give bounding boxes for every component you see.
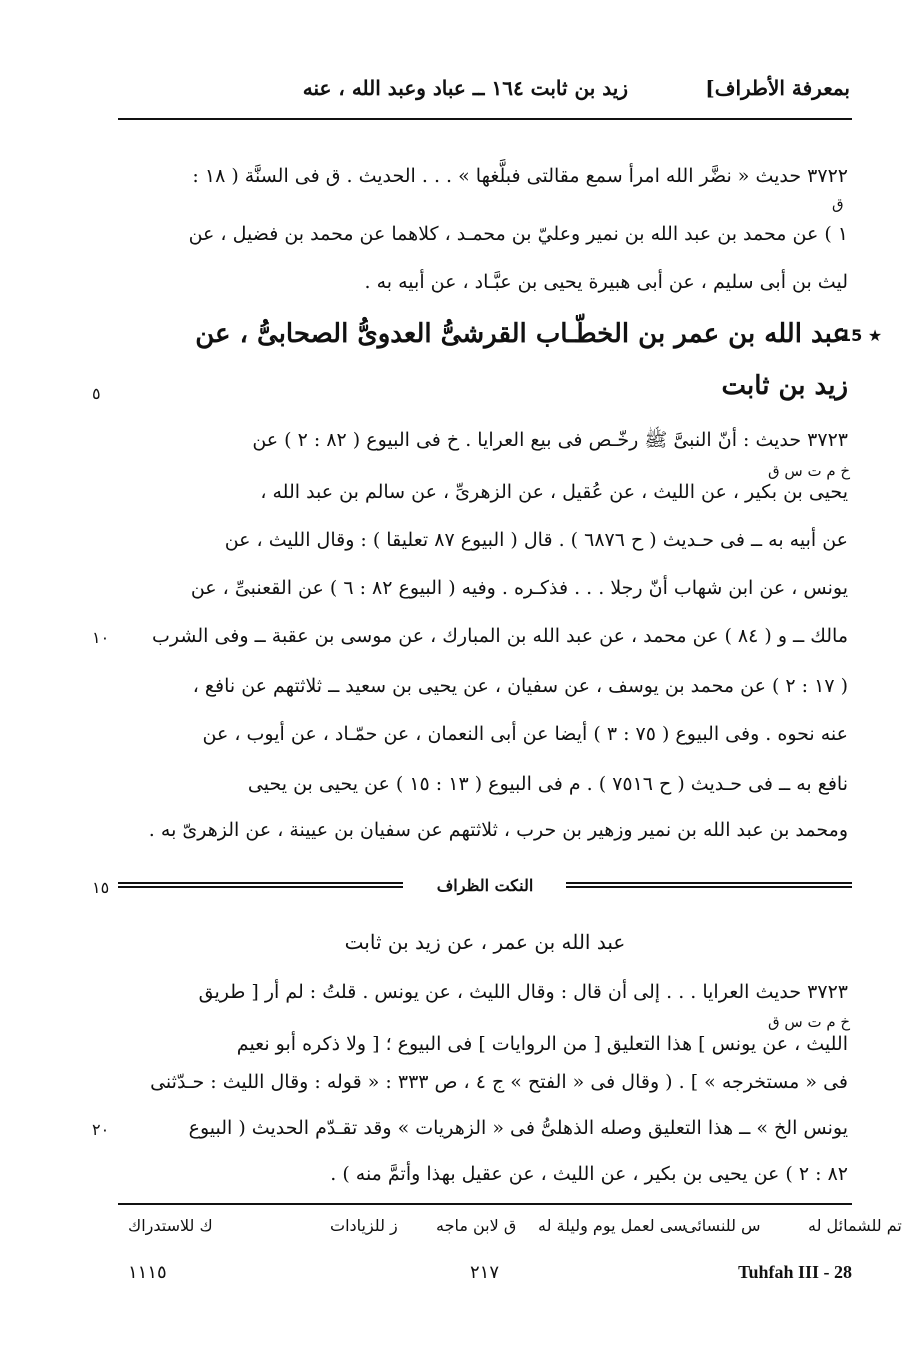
line-number: ٥: [92, 384, 101, 403]
key-entry: ق لابن ماجه: [436, 1216, 517, 1235]
text-line: نافع به ــ فى حـديث ( ح ٧٥١٦ ) . م فى البيوع ( ١٣ : ١٥ ) عن يحيى بن يحيى: [247, 773, 848, 795]
text-line: فى « مستخرجه » ] . ( وقال فى « الفتح » ج ٤ ، ص ٣٣٣ : « قوله : وقال الليث : حـدّثنى: [150, 1071, 848, 1093]
key-entry: س للنسائى: [684, 1216, 761, 1235]
margin-siglum: خ م ت س ق: [768, 462, 851, 480]
text-line: ومحمد بن عبد الله بن نمير وزهير بن حرب ، ثلاثتهم عن سفيان بن عيينة ، عن الزهرىّ به .: [148, 819, 848, 841]
sub-heading: عبد الله بن عمر ، عن زيد بن ثابت: [344, 930, 626, 954]
section-separator: [118, 873, 852, 901]
text-line: ٣٧٢٣ حديث العرايا . . . إلى أن قال : وقال الليث ، عن يونس . قلتُ : لم أر [ طريق: [198, 981, 848, 1003]
running-header: [118, 70, 850, 110]
text-line: ١ ) عن محمد بن عبد الله بن نمير وعليّ بن محمـد ، كلاهما عن محمد بن فضيل ، عن: [188, 223, 848, 245]
text-line: ٣٧٢٣ حديث : أنّ النبىَّ ﷺ رخّـص فى بيع العرايا . خ فى البيوع ( ٨٢ : ٢ ) عن: [252, 429, 848, 451]
text-line: يحيى بن بكير ، عن الليث ، عن عُقيل ، عن الزهرىِّ ، عن سالم بن عبد الله ،: [260, 481, 848, 503]
margin-siglum: خ م ت س ق: [768, 1013, 851, 1031]
key-entry: ك للاستدراك: [128, 1216, 213, 1235]
header-chapter: زيد بن ثابت ١٦٤ ــ عباد وعبد الله ، عنه: [302, 76, 628, 100]
siglum-key: [118, 1216, 902, 1250]
header-section-title: بمعرفة الأطراف]: [705, 76, 850, 100]
key-entry: ز للزيادات: [330, 1216, 398, 1235]
margin-siglum: ق: [832, 195, 844, 213]
text-line: ليث بن أبى سليم ، عن أبى هبيرة يحيى بن عبَّـاد ، عن أبيه به .: [364, 271, 848, 293]
separator-line-left: [118, 882, 403, 888]
key-rule: [118, 1203, 852, 1205]
separator-line-right: [566, 882, 852, 888]
page-footer: [118, 1262, 852, 1302]
text-line: ٣٧٢٢ حديث « نضَّر الله امرأ سمع مقالتى فبلَّغها » . . . الحديث . ق فى السنَّة ( ١٨ :: [192, 165, 848, 187]
separator-label: النكت الظراف: [436, 876, 534, 895]
text-line: يونس ، عن ابن شهاب أنّ رجلا . . . فذكـره . وفيه ( البيوع ٨٢ : ٦ ) عن القعنبىِّ ، عن: [190, 577, 848, 599]
page-number: ٢١٧: [470, 1262, 500, 1283]
footer-volume-page: ١١١٥: [128, 1262, 167, 1283]
key-entry: سى لعمل يوم وليلة له: [538, 1216, 687, 1235]
text-line: زيد بن ثابت: [721, 371, 848, 401]
line-number: ٢٠: [92, 1120, 110, 1139]
text-line: يونس الخ » ــ هذا التعليق وصله الذهلىُّ فى « الزهريات » وقد تقـدّم الحديث ( البيوع: [188, 1117, 848, 1139]
text-line: مالك ــ و ( ٨٤ ) عن محمد ، عن عبد الله بن المبارك ، عن موسى بن عقبة ــ وفى الشرب: [152, 625, 848, 647]
key-entry: تم للشمائل له: [808, 1216, 902, 1235]
text-line: ٨٢ : ٢ ) عن يحيى بن بكير ، عن الليث ، عن عقيل بهذا وأتمَّ منه ) .: [330, 1163, 848, 1185]
footer-tuhfah-ref: Tuhfah III - 28: [738, 1262, 852, 1282]
text-line: الليث ، عن يونس ] هذا التعليق [ من الروايات ] فى البيوع ؛ [ ولا ذكره أبو نعيم: [236, 1033, 848, 1055]
line-number: ١٠: [92, 628, 110, 647]
text-line: عبد الله بن عمر بن الخطّـاب القرشىُّ العدوىُّ الصحابىُّ ، عن: [195, 319, 848, 349]
text-line: عن أبيه به ــ فى حـديث ( ح ٦٨٧٦ ) . قال ( البيوع ٨٧ تعليقا ) : وقال الليث ، عن: [224, 529, 848, 551]
text-line: ( ١٧ : ٢ ) عن محمد بن يوسف ، عن سفيان ، عن يحيى بن سعيد ــ ثلاثتهم عن نافع ،: [192, 675, 848, 697]
header-rule: [118, 118, 852, 120]
line-number: ١٥: [92, 878, 110, 897]
text-line: عنه نحوه . وفى البيوع ( ٧٥ : ٣ ) أيضا عن أبى النعمان ، عن حمّـاد ، عن أيوب ، عن: [202, 723, 848, 745]
entry-number: 15 ★: [840, 326, 883, 345]
